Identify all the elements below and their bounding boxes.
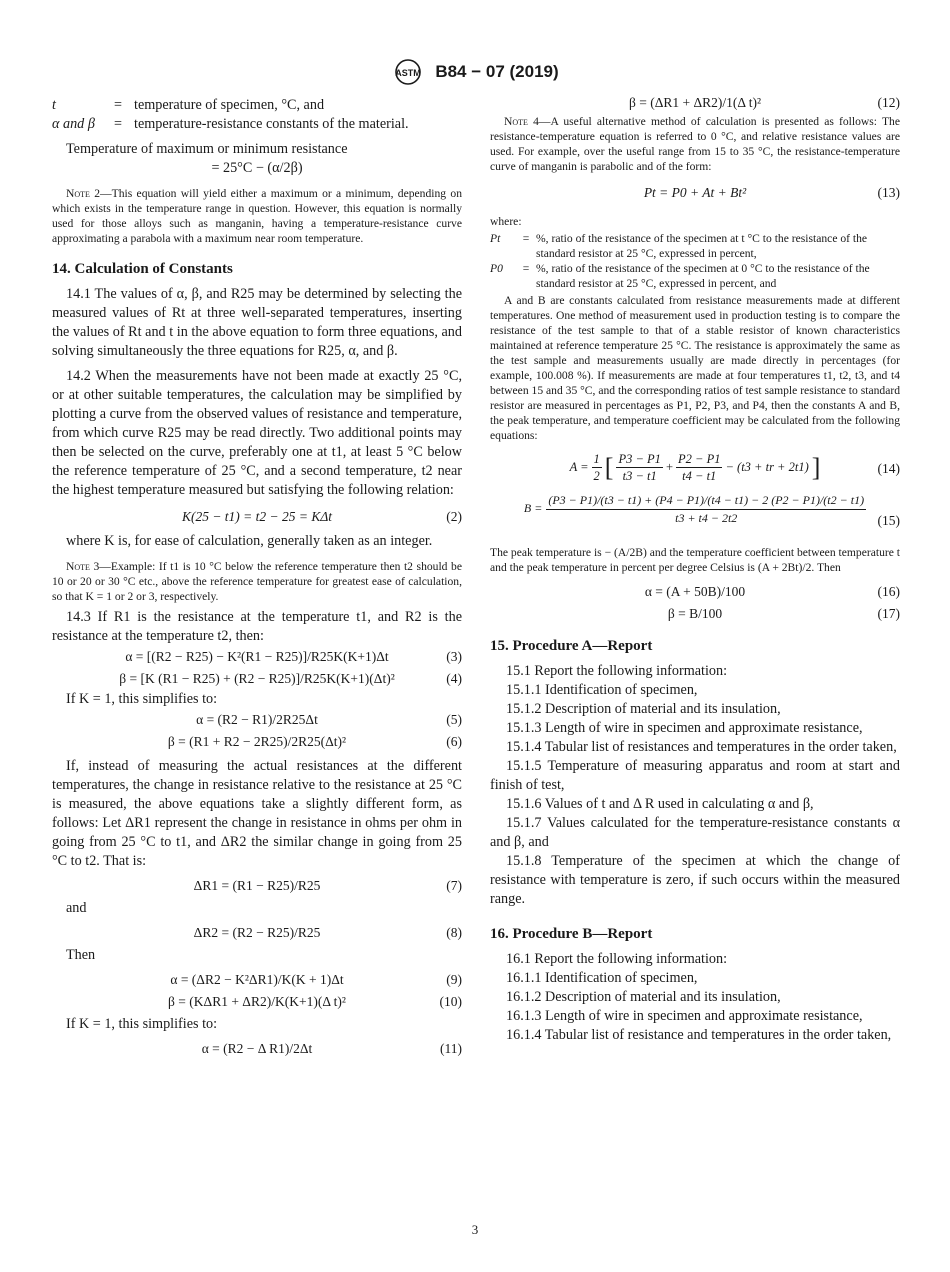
equation-14: (14) A = $\frac{1}{2}$ [ $\frac{P3 - P1}{t3 - t1}$ + $\frac{P2 - P1}{t4 - t1}$ − (t3 + tr + 2t1) ]: [569, 452, 900, 483]
list-item: 15.1.4 Tabular list of resistances and temperatures in the order taken,: [506, 739, 897, 755]
right-column: [490, 96, 900, 1045]
designation: B84 − 07 (2019): [435, 62, 559, 81]
list-item: 15.1.2 Description of material and its insulation,: [506, 701, 781, 717]
definition-row: t = temperature of specimen, °C, and: [52, 97, 325, 113]
equation-5: α = (R2 − R1)/2R25Δt (5): [196, 712, 462, 727]
list-item: 15.1.3 Length of wire in specimen and approximate resistance,: [506, 720, 863, 736]
equation-10: β = (KΔR1 + ΔR2)/K(K+1)(Δ t)² (10): [168, 994, 462, 1009]
equation-7: ΔR1 = (R1 − R25)/R25 (7): [193, 878, 462, 893]
list-item: 15.1.6 Values of t and Δ R used in calculating α and β,: [506, 796, 814, 812]
para-14-3: 14.3 If R1 is the resistance at the temperature t1, and R2 is the resistance at the temperature t2, then:: [52, 609, 462, 644]
para-then: Then: [66, 947, 96, 963]
equation-15: (15) B = (P3 − P1)/(t3 − t1) + (P4 − P1)/(t4 − t1) − 2 (P2 − P1)/(t2 − t1) t3 + t4 − 2t2: [523, 493, 900, 528]
section-15-title: 15. Procedure A—Report: [490, 638, 653, 654]
tmax-line-2: = 25°C − (α/2β): [211, 160, 303, 176]
list-item: 16.1.1 Identification of specimen,: [506, 970, 698, 986]
equation-16: α = (A + 50B)/100 (16): [644, 584, 900, 599]
note-2: Note 2—This equation will yield either a maximum or a minimum, depending on which exists in the temperature range in question. However, this equation is normally used for those alloys such as manganin, having a temperature-resistance curve approximating a parabola with a maximum near room temperature.: [52, 187, 462, 245]
para-and: and: [66, 900, 87, 916]
equation-9: α = (ΔR2 − K²ΔR1)/K(K + 1)Δt (9): [170, 972, 462, 987]
equation-2: K(25 − t1) = t2 − 25 = KΔt (2): [181, 509, 462, 524]
section-16-list: [490, 950, 900, 1045]
note-3: Note 3—Example: If t1 is 10 °C below the reference temperature then t2 should be 10 or 20 or 30 °C etc., above the reference temperature for greatest ease of calculation, so that K = 1 or 2 or 3, respectively.: [52, 560, 462, 603]
equation-6: β = (R1 + R2 − 2R25)/2R25(Δt)² (6): [167, 734, 462, 749]
list-item: 15.1.7 Values calculated for the temperature-resistance constants α and β, and: [490, 815, 900, 850]
equation-4: β = [K (R1 − R25) + (R2 − R25)]/R25K(K+1)(Δt)² (4): [119, 671, 462, 686]
page-header: [0, 58, 950, 86]
para-if-k1-b: If K = 1, this simplifies to:: [66, 1016, 218, 1032]
section-14-title: 14. Calculation of Constants: [52, 261, 233, 277]
where-label: where:: [490, 215, 522, 228]
para-where-k: where K is, for ease of calculation, generally taken as an integer.: [66, 533, 433, 549]
section-16-title: 16. Procedure B—Report: [490, 926, 653, 942]
definition-row: Pt = %, ratio of the resistance of the specimen at t °C to the resistance of the standard resistor at 25 °C, expressed in percent,: [490, 232, 868, 260]
equation-3: α = [(R2 − R25) − K²(R1 − R25)]/R25K(K+1)Δt (3): [125, 649, 462, 664]
list-item: 15.1.5 Temperature of measuring apparatus and room at start and finish of test,: [490, 758, 900, 793]
para-14-1: 14.1 The values of α, β, and R25 may be determined by selecting the measured values of Rt at three well-separated temperatures, inserting the values of Rt and t in the above equation to form three equations, and solving simultaneously the three equations for R25, α, and β.: [52, 286, 462, 359]
para-a-b-constants: A and B are constants calculated from resistance measurements made at different temperatures. One method of measurement used in production testing is to compare the resistance of the test sample to that of a stable resistor of known characteristics maintained at reference temperature 25 °C. The resistance is approximately the same as the test sample and measurements usually are made directly in percentages (for example, 100.008 %). If measurements are made at four temperatures t1, t2, t3, and t4 between 15 and 35 °C, and the corresponding ratios of test sample resistance to standard resistor are measured in percentages as P1, P2, P3, and P4, then the constants A and B, the peak temperature, and temperature coefficient may be calculated from the following equations:: [490, 294, 900, 442]
list-item: 16.1.3 Length of wire in specimen and approximate resistance,: [506, 1008, 863, 1024]
equation-8: ΔR2 = (R2 − R25)/R25 (8): [193, 925, 462, 940]
para-if-k1: If K = 1, this simplifies to:: [66, 691, 218, 707]
equation-12: β = (ΔR1 + ΔR2)/1(Δ t)² (12): [628, 95, 900, 110]
list-item: 16.1.4 Tabular list of resistance and temperatures in the order taken,: [506, 1027, 892, 1043]
list-item: 15.1 Report the following information:: [506, 663, 728, 679]
equation-17: β = B/100 (17): [667, 606, 900, 621]
para-instead: If, instead of measuring the actual resistances at the different temperatures, the change in resistance relative to the resistance at 25 °C is measured, the above equations take a slightly different form, as follows: Let ΔR1 represent the change in resistance in ohms per ohm in going from 25 °C to t1, and ΔR2 the similar change in going from 25 °C to t2. That is:: [52, 758, 462, 869]
section-15-list: [490, 662, 900, 909]
left-column: [52, 96, 462, 1060]
equation-11: α = (R2 − Δ R1)/2Δt (11): [201, 1041, 462, 1056]
equation-13: Pt = P0 + At + Bt² (13): [643, 185, 900, 200]
astm-logo-icon: [391, 58, 425, 86]
para-14-2: 14.2 When the measurements have not been made at exactly 25 °C, or at other suitable temperatures, the calculation may be simplified by plotting a curve from the observed values of resistance and temperature, from which curve R25 may be read directly. Two additional points may then be selected on the curve, preferably one at t1, at least 5 °C below the reference temperature of 25 °C, and a second temperature, t2 near the highest temperature measured but satisfying the following relation:: [52, 368, 462, 498]
svg-text:ASTM: ASTM: [395, 68, 422, 78]
definition-row: α and β = temperature-resistance constants of the material.: [52, 116, 409, 132]
definition-row: P0 = %, ratio of the resistance of the specimen at 0 °C to the resistance of the standard resistor at 25 °C, expressed in percent, and: [490, 262, 870, 290]
tmax-line-1: Temperature of maximum or minimum resistance: [66, 141, 348, 157]
list-item: 15.1.1 Identification of specimen,: [506, 682, 698, 698]
list-item: 16.1 Report the following information:: [506, 951, 728, 967]
note-4: Note 4—A useful alternative method of calculation is presented as follows: The resistance-temperature equation is referred to 0 °C, and relative resistance values are used. For example, over the useful range from 15 to 35 °C, the resistance-temperature curve of manganin is parabolic and of the form:: [490, 115, 900, 173]
page-number: 3: [471, 1222, 479, 1237]
para-peak: The peak temperature is − (A/2B) and the temperature coefficient between temperature t and the peak temperature in percent per degree Celsius is (A + 2Bt)/2. Then: [490, 546, 900, 574]
list-item: 15.1.8 Temperature of the specimen at which the change of resistance with temperature is zero, if such occurs within the measured range.: [490, 853, 900, 907]
list-item: 16.1.2 Description of material and its insulation,: [506, 989, 781, 1005]
